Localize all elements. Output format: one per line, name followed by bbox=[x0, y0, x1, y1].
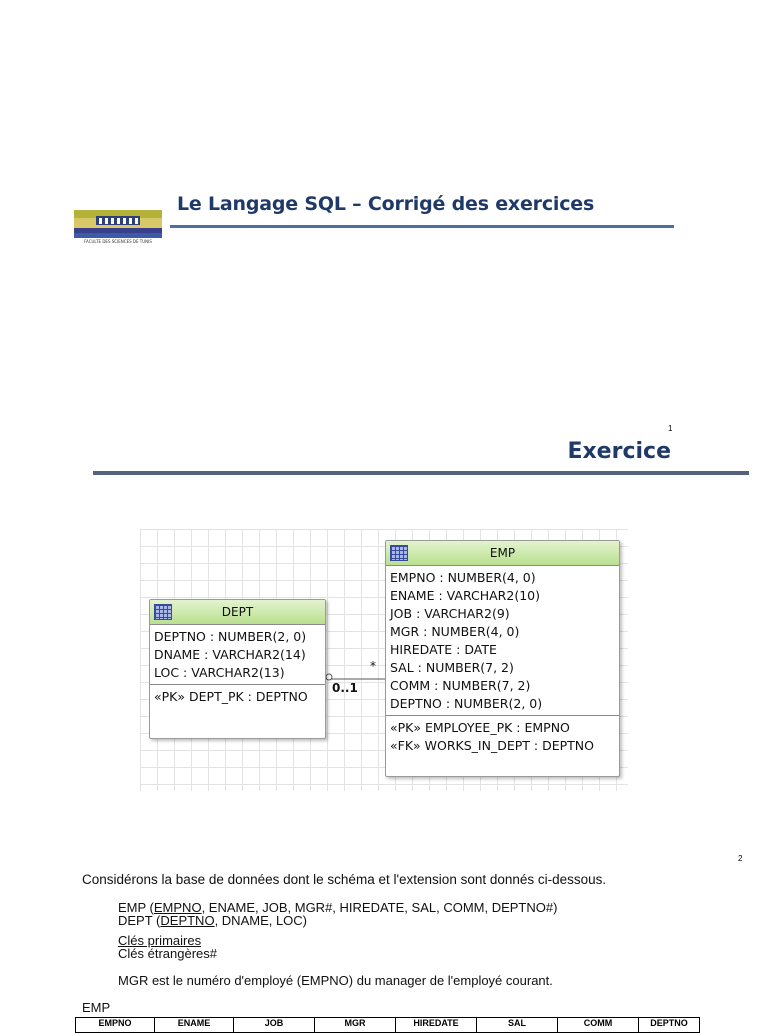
er-diagram bbox=[140, 529, 628, 791]
emp-column: HIREDATE : DATE bbox=[390, 642, 497, 657]
faculty-logo bbox=[74, 210, 162, 244]
page-number: 1 bbox=[668, 424, 673, 433]
emp-primary-key: EMPNO bbox=[153, 900, 202, 915]
intro-paragraph: Considérons la base de données dont le schéma et l'extension sont donnés ci-dessous. bbox=[82, 872, 607, 887]
optional-marker-icon bbox=[326, 674, 332, 680]
emp-column: DEPTNO : NUMBER(2, 0) bbox=[390, 696, 543, 711]
table-header-cell: SAL bbox=[477, 1018, 558, 1033]
section-title: Exercice bbox=[567, 439, 671, 464]
table-header-cell: HIREDATE bbox=[396, 1018, 477, 1033]
emp-column: COMM : NUMBER(7, 2) bbox=[390, 678, 531, 693]
emp-key: «FK» WORKS_IN_DEPT : DEPTNO bbox=[390, 738, 594, 753]
table-header-cell: JOB bbox=[234, 1018, 315, 1033]
dept-primary-key: DEPTNO bbox=[160, 913, 215, 928]
dept-multiplicity: 0..1 bbox=[332, 681, 358, 695]
table-header-cell: DEPTNO bbox=[639, 1018, 700, 1033]
emp-entity-header bbox=[386, 541, 619, 566]
dept-column: DEPTNO : NUMBER(2, 0) bbox=[154, 629, 307, 644]
table-header-row bbox=[76, 1018, 700, 1033]
document-title: Le Langage SQL – Corrigé des exercices bbox=[177, 193, 595, 215]
dept-keys bbox=[150, 684, 325, 709]
emp-multiplicity: * bbox=[370, 659, 376, 673]
dept-entity[interactable] bbox=[149, 599, 326, 739]
table-header-cell: ENAME bbox=[155, 1018, 234, 1033]
mgr-note: MGR est le numéro d'employé (EMPNO) du manager de l'employé courant. bbox=[118, 973, 553, 988]
emp-keys bbox=[386, 715, 619, 758]
emp-entity-name: EMP bbox=[489, 546, 516, 560]
title-divider bbox=[170, 225, 674, 228]
table-header-cell: MGR bbox=[315, 1018, 396, 1033]
page-number: 2 bbox=[738, 854, 743, 863]
emp-column: JOB : VARCHAR2(9) bbox=[390, 606, 510, 621]
primary-keys-label: Clés primaires bbox=[118, 933, 202, 948]
dept-key: «PK» DEPT_PK : DEPTNO bbox=[154, 689, 308, 704]
emp-columns bbox=[386, 566, 619, 715]
emp-entity[interactable] bbox=[385, 540, 620, 777]
emp-column: SAL : NUMBER(7, 2) bbox=[390, 660, 514, 675]
emp-key: «PK» EMPLOYEE_PK : EMPNO bbox=[390, 720, 570, 735]
table-icon bbox=[390, 545, 408, 561]
dept-columns bbox=[150, 625, 325, 684]
emp-schema-line: EMP (EMPNO, ENAME, JOB, MGR#, HIREDATE, SAL, COMM, DEPTNO#) bbox=[118, 900, 558, 915]
table-header-cell: COMM bbox=[558, 1018, 639, 1033]
emp-table-label: EMP bbox=[82, 1000, 111, 1015]
section-divider bbox=[93, 471, 749, 475]
table-header-cell: EMPNO bbox=[76, 1018, 155, 1033]
table-icon bbox=[154, 604, 172, 620]
dept-column: DNAME : VARCHAR2(14) bbox=[154, 647, 306, 662]
dept-schema-line: DEPT (DEPTNO, DNAME, LOC) bbox=[118, 913, 308, 928]
dept-column: LOC : VARCHAR2(13) bbox=[154, 665, 285, 680]
svg-text:FACULTE DES SCIENCES DE TUNIS: FACULTE DES SCIENCES DE TUNIS bbox=[84, 239, 152, 244]
emp-table bbox=[75, 1017, 700, 1033]
emp-column: EMPNO : NUMBER(4, 0) bbox=[390, 570, 536, 585]
dept-entity-name: DEPT bbox=[221, 605, 254, 619]
emp-column: MGR : NUMBER(4, 0) bbox=[390, 624, 520, 639]
dept-entity-header bbox=[150, 600, 325, 625]
emp-column: ENAME : VARCHAR2(10) bbox=[390, 588, 540, 603]
foreign-keys-label: Clés étrangères# bbox=[118, 946, 217, 961]
